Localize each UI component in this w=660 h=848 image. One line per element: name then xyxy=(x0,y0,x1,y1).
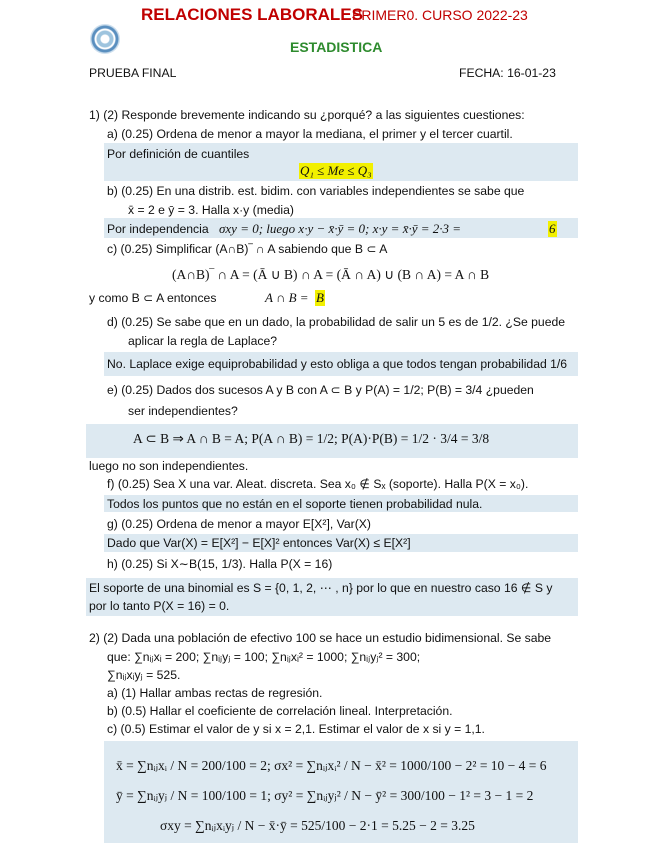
q1e-question-l1: e) (0.25) Dados dos sucesos A y B con A ⊂ B y P(A) = 1/2; P(B) = 3/4 ¿pueden xyxy=(107,383,534,397)
q2-eq-mean-var-y: ȳ = ∑nᵢⱼyⱼ / N = 100/100 = 1; σy² = ∑nᵢⱼyⱼ² / N − ȳ² = 300/100 − 1² = 3 − 1 = 2 xyxy=(116,788,534,803)
q1e-question-l2: ser independientes? xyxy=(128,404,238,418)
q1g-question: g) (0.25) Ordena de menor a mayor E[X²], Var(X) xyxy=(107,517,371,531)
q1h-question: h) (0.25) Si X∼B(15, 1/3). Halla P(X = 16) xyxy=(107,557,333,571)
q1g-answer: Dado que Var(X) = E[X²] − E[X]² entonces Var(X) ≤ E[X²] xyxy=(107,536,411,550)
q1f-answer: Todos los puntos que no están en el soporte tienen probabilidad nula. xyxy=(107,497,483,511)
university-seal-icon xyxy=(90,24,120,54)
q2-eq-covariance: σxy = ∑nᵢⱼxᵢyⱼ / N − x̄·ȳ = 525/100 − 2·1 = 5.25 − 2 = 3.25 xyxy=(160,818,475,833)
q1e-answer: luego no son independientes. xyxy=(89,459,249,473)
q1d-answer: No. Laplace exige equiprobabilidad y esto obliga a que todos tengan probabilidad 1/6 xyxy=(107,357,568,371)
q1f-question: f) (0.25) Sea X una var. Aleat. discreta. Sea x₀ ∉ Sₓ (soporte). Halla P(X = x₀). xyxy=(107,477,529,491)
q2b-question: b) (0.5) Hallar el coeficiente de correlación lineal. Interpretación. xyxy=(107,704,453,718)
q1a-question: a) (0.25) Ordena de menor a mayor la mediana, el primer y el tercer cuartil. xyxy=(107,127,513,141)
q1a-answer: Por definición de cuantiles xyxy=(107,147,250,161)
q1e-formula: A ⊂ B ⇒ A ∩ B = A; P(A ∩ B) = 1/2; P(A)·P(B) = 1/2 · 3/4 = 3/8 xyxy=(133,431,490,446)
q1h-answer-l1: El soporte de una binomial es S = {0, 1, 2, ⋯ , n} por lo que en nuestro caso 16 ∉ S y xyxy=(89,581,553,595)
q2-intro-l3: ∑nᵢⱼxᵢyⱼ = 525. xyxy=(107,668,181,682)
q1d-question-l2: aplicar la regla de Laplace? xyxy=(128,334,278,348)
exam-title: RELACIONES LABORALES xyxy=(141,5,363,24)
exam-date: FECHA: 16-01-23 xyxy=(459,66,556,80)
subject-title: ESTADISTICA xyxy=(290,39,383,55)
q1c-question: c) (0.25) Simplificar (A∩B)‾ ∩ A sabiendo que B ⊂ A xyxy=(107,242,388,256)
q2-intro-l2: que: ∑nᵢⱼxᵢ = 200; ∑nᵢⱼyⱼ = 100; ∑nᵢⱼxᵢ² = 1000; ∑nᵢⱼyⱼ² = 300; xyxy=(107,650,421,664)
course-label: PRIMER0. CURSO 2022-23 xyxy=(352,7,528,23)
q2-intro-l1: 2) (2) Dada una población de efectivo 100 se hace un estudio bidimensional. Se sabe xyxy=(89,631,552,645)
exam-type: PRUEBA FINAL xyxy=(89,66,177,80)
q1b-question-l1: b) (0.25) En una distrib. est. bidim. con variables independientes se sabe que xyxy=(107,184,525,198)
q2-eq-mean-var-x: x̄ = ∑nᵢⱼxᵢ / N = 200/100 = 2; σx² = ∑nᵢⱼxᵢ² / N − x̄² = 1000/100 − 2² = 10 − 4 = 6 xyxy=(116,758,547,773)
q1c-formula: (A∩B)‾ ∩ A = (Ā ∪ B) ∩ A = (Ā ∩ A) ∪ (B ∩ A) = A ∩ B xyxy=(172,267,490,282)
q1b-answer-math: σxy = 0; luego x·y − x̄·ȳ = 0; x·y = x̄·ȳ = 2·3 = xyxy=(219,221,462,236)
q1h-answer-l2: por lo tanto P(X = 16) = 0. xyxy=(89,599,230,613)
q1-intro: 1) (2) Responde brevemente indicando su ¿porqué? a las siguientes cuestiones: xyxy=(89,108,525,122)
q1c-result: B xyxy=(316,290,324,305)
q2c-question: c) (0.5) Estimar el valor de y si x = 2,1. Estimar el valor de x si y = 1,1. xyxy=(107,722,485,736)
q1b-result: 6 xyxy=(549,221,556,236)
q1c-answer-text: y como B ⊂ A entonces xyxy=(89,291,217,305)
q2a-question: a) (1) Hallar ambas rectas de regresión. xyxy=(107,686,323,700)
q1b-question-l2: x̄ = 2 e ȳ = 3. Halla x·y (media) xyxy=(128,203,294,217)
q1d-question-l1: d) (0.25) Se sabe que en un dado, la probabilidad de salir un 5 es de 1/2. ¿Se puede xyxy=(107,315,566,329)
q1c-answer-math: A ∩ B = xyxy=(265,290,309,305)
q1a-formula: Q₁ ≤ Me ≤ Q₃ xyxy=(300,163,372,178)
q1b-answer-text: Por independencia xyxy=(107,222,209,236)
